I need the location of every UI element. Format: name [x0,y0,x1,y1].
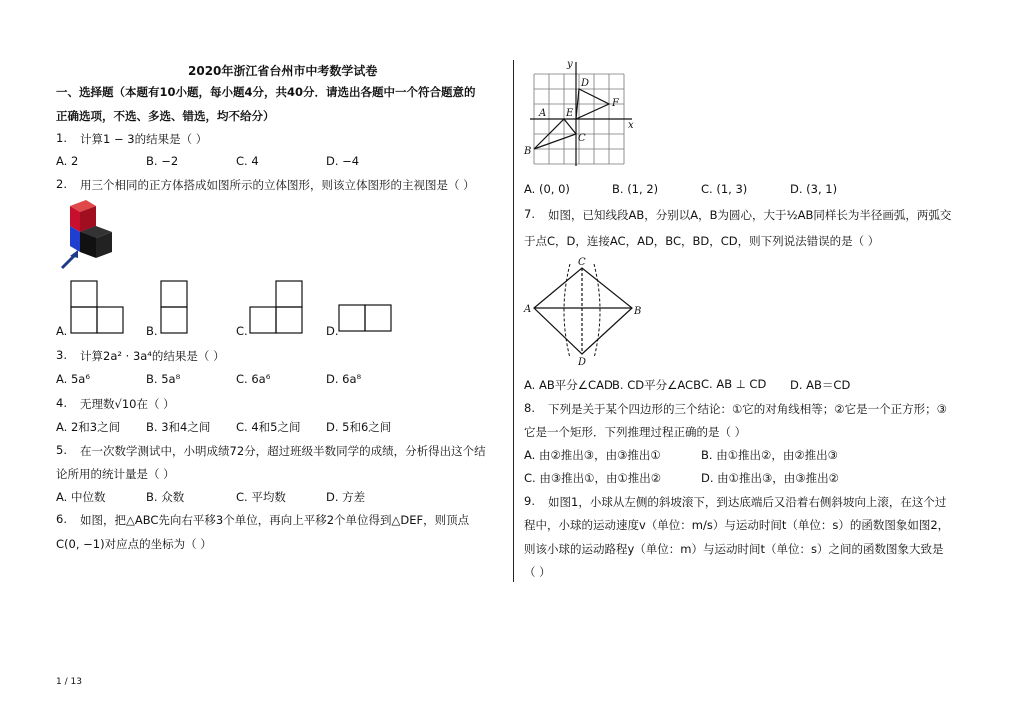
label-d: D [578,357,587,368]
q6-number: 6. [56,512,67,526]
q8-option-a: A. 由②推出③，由③推出① [524,448,661,462]
q6-text-line2: C(0, −1)对应点的坐标为（ ） [56,537,212,551]
q1-text: 计算1 − 3的结果是（ ） [80,132,208,146]
q7-number: 7. [524,207,535,221]
q2-text: 用三个相同的正方体搭成如图所示的立体图形，则该立体图形的主视图是（ ） [80,178,475,192]
q3-number: 3. [56,348,67,362]
q4-option-a: A. 2和3之间 [56,420,121,434]
q3-option-c: C. 6a⁶ [236,372,271,386]
q4-text: 无理数√10在（ ） [80,397,175,411]
q8-text-line1: 下列是关于某个四边形的三个结论：①它的对角线相等；②它是一个正方形；③ [548,402,947,416]
q6-option-b: B. (1, 2) [612,182,659,196]
q6-option-d: D. (3, 1) [790,182,838,196]
q1-number: 1. [56,131,67,145]
q5-text-line2: 论所用的统计量是（ ） [56,467,175,481]
q5-option-d: D. 方差 [326,490,366,504]
label-e: E [566,108,574,119]
label-d: D [581,78,590,89]
q3-option-b: B. 5a⁸ [146,372,181,386]
q1-option-a: A. 2 [56,154,79,168]
q4-option-d: D. 5和6之间 [326,420,392,434]
q6-option-c: C. (1, 3) [701,182,748,196]
q9-text-line1: 如图1，小球从左侧的斜坡滚下，到达底端后又沿着右侧斜坡向上滚，在这个过 [548,495,947,509]
q8-option-d: D. 由①推出③，由③推出② [701,471,839,485]
q1-option-d: D. −4 [326,154,360,168]
q4-option-b: B. 3和4之间 [146,420,211,434]
label-b: B [634,306,642,317]
label-c: C [578,257,586,268]
section-heading-line1: 一、选择题（本题有10小题，每小题4分，共40分．请选出各题中一个符合题意的 [56,85,476,99]
q7-text-line1: 如图，已知线段AB，分别以A，B为圆心，大于½AB同样长为半径画弧，两弧交 [548,208,952,222]
q5-option-a: A. 中位数 [56,490,106,504]
q8-text-line2: 它是一个矩形．下列推理过程正确的是（ ） [524,425,747,439]
q2-option-a: A. [56,324,68,338]
q6-text-line1: 如图，把△ABC先向右平移3个单位，再向上平移2个单位得到△DEF，则顶点 [80,513,470,527]
q3-option-d: D. 6a⁸ [326,372,362,386]
q2-option-c: C. [236,324,248,338]
q1-option-b: B. −2 [146,154,179,168]
q8-number: 8. [524,401,535,415]
column-divider [513,60,514,582]
section-heading-line2: 正确选项，不选、多选、错选，均不给分） [56,109,275,123]
q2-option-d: D. [326,324,339,338]
label-f: F [612,98,619,109]
label-a: A [524,304,532,315]
q5-option-c: C. 平均数 [236,490,286,504]
q2-option-b-figure [160,280,190,334]
q8-option-b: B. 由①推出②，由②推出③ [701,448,838,462]
q7-option-b: B. CD平分∠ACB [612,378,701,392]
q5-option-b: B. 众数 [146,490,185,504]
q7-text-line2: 于点C，D，连接AC，AD，BC，BD，CD，则下列说法错误的是（ ） [524,234,880,248]
q2-option-c-figure [249,280,305,334]
q5-text-line1: 在一次数学测试中，小明成绩72分，超过班级半数同学的成绩，分析得出这个结 [80,444,486,458]
q2-solid-figure [58,198,120,270]
q3-text: 计算2a² · 3a⁴的结果是（ ） [80,349,225,363]
q6-option-a: A. (0, 0) [524,182,570,196]
q9-text-line3: 则该小球的运动路程y（单位：m）与运动时间t（单位：s）之间的函数图象大致是 [524,542,944,556]
label-x: x [628,120,634,131]
q7-rhombus-figure [522,254,644,368]
q7-option-c: C. AB ⊥ CD [701,377,767,391]
rhombus-acbd [534,268,632,354]
q1-option-c: C. 4 [236,154,259,168]
q6-grid-figure [520,58,640,170]
label-y: y [567,59,573,70]
q5-number: 5. [56,443,67,457]
q2-option-d-figure [338,304,394,334]
q4-number: 4. [56,396,67,410]
q2-option-b: B. [146,324,158,338]
q9-number: 9. [524,494,535,508]
label-b: B [524,146,532,157]
q7-option-a: A. AB平分∠CAD [524,378,613,392]
page-number: 1 / 13 [56,677,82,687]
q9-text-line2: 程中，小球的运动速度v（单位：m/s）与运动时间t（单位：s）的函数图象如图2， [524,518,950,532]
q2-option-a-figure [70,280,126,334]
q8-option-c: C. 由③推出①，由①推出② [524,471,662,485]
q3-option-a: A. 5a⁶ [56,372,90,386]
q2-number: 2. [56,177,67,191]
q9-text-line4: （ ） [524,565,551,579]
q7-option-d: D. AB＝CD [790,378,851,392]
label-a: A [539,108,547,119]
page-title: 2020年浙江省台州市中考数学试卷 [188,64,378,78]
label-c: C [578,133,586,144]
q4-option-c: C. 4和5之间 [236,420,301,434]
